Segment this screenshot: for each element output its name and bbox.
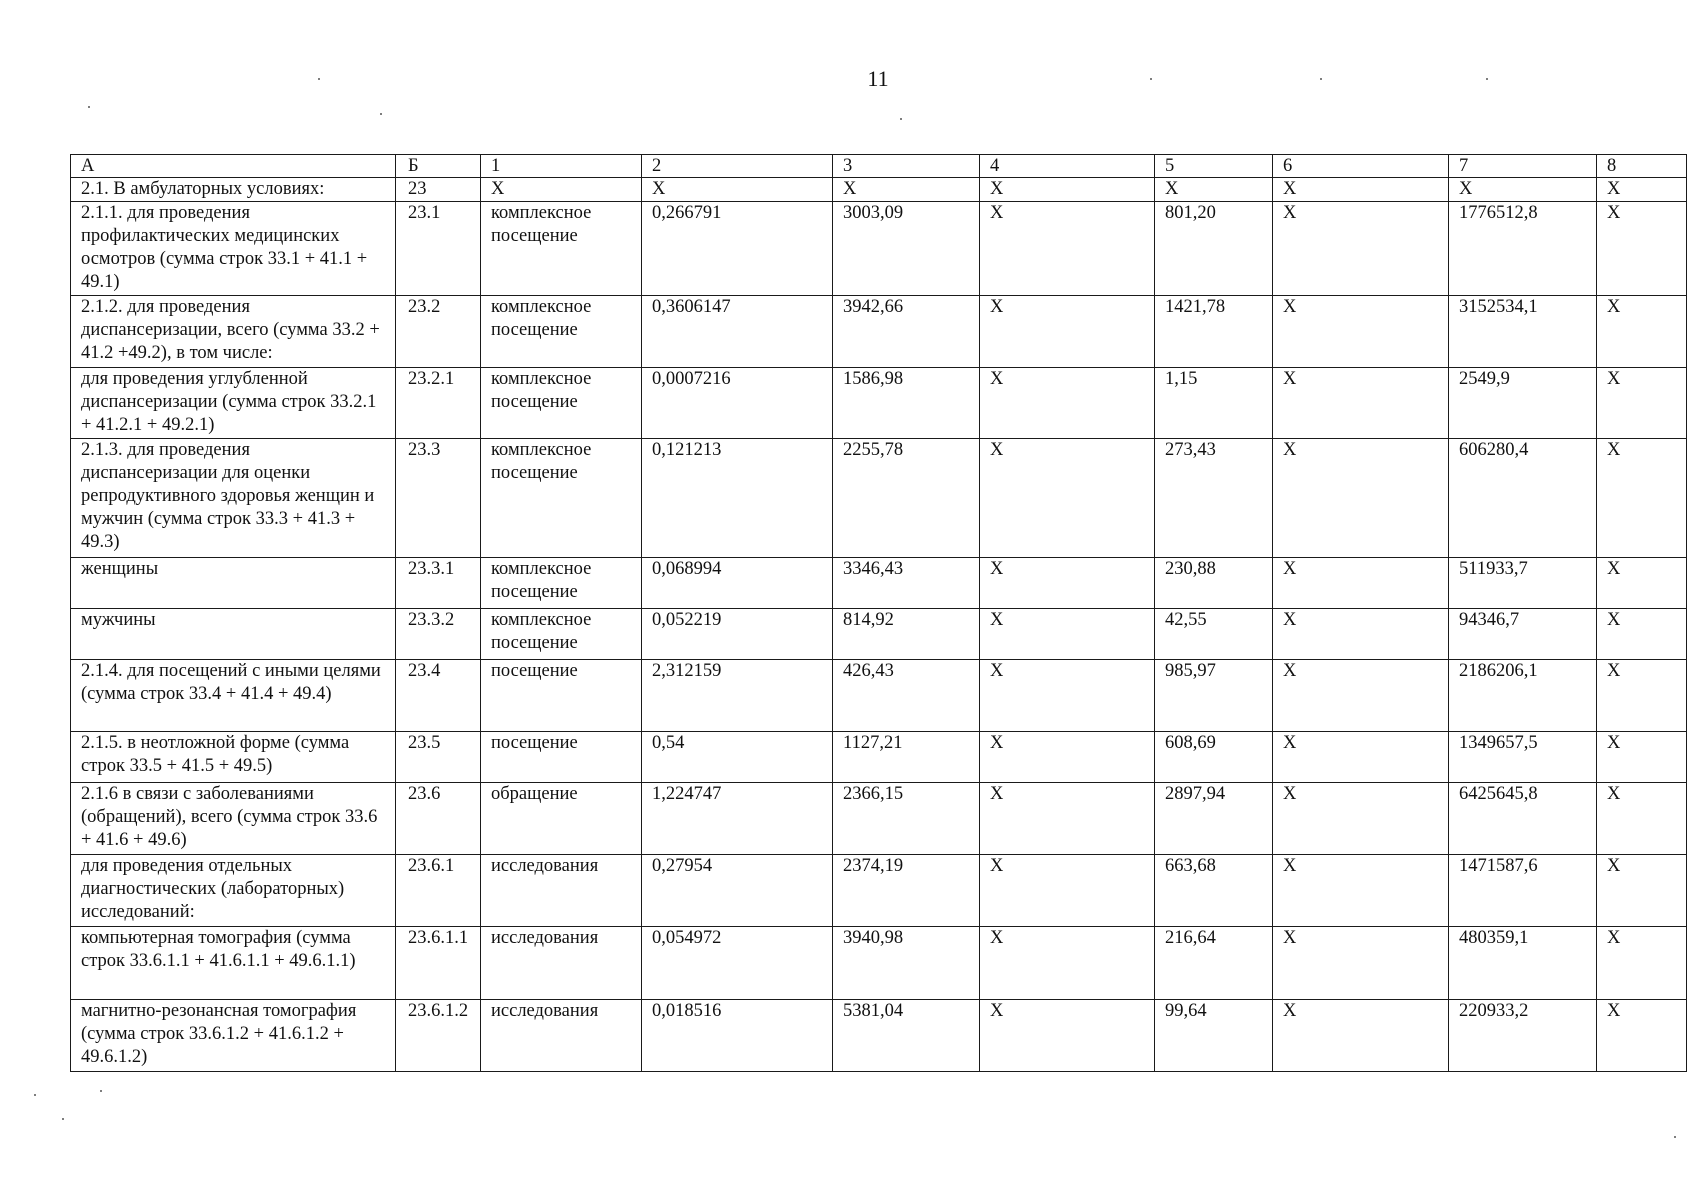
table-cell: Х — [1597, 178, 1687, 202]
table-header-row — [71, 155, 1687, 178]
table-cell: 0,052219 — [642, 609, 833, 660]
table-cell: 6425645,8 — [1449, 783, 1597, 855]
table-cell: 5381,04 — [833, 1000, 980, 1072]
table-cell: 2549,9 — [1449, 368, 1597, 439]
table-cell: посещение — [481, 660, 642, 732]
row-code-cell: 23.5 — [396, 732, 481, 783]
table-row — [71, 927, 1687, 1000]
table-row — [71, 368, 1687, 439]
table-cell: Х — [1273, 660, 1449, 732]
table-cell: Х — [1597, 296, 1687, 368]
table-cell: 1421,78 — [1155, 296, 1273, 368]
table-cell: 94346,7 — [1449, 609, 1597, 660]
table-cell: 3942,66 — [833, 296, 980, 368]
table-cell: исследования — [481, 855, 642, 927]
table-cell: 273,43 — [1155, 439, 1273, 558]
table-cell: обращение — [481, 783, 642, 855]
table-cell: Х — [1597, 439, 1687, 558]
table-cell: 2366,15 — [833, 783, 980, 855]
column-header: 7 — [1449, 155, 1597, 178]
row-code-cell: 23.6 — [396, 783, 481, 855]
scan-speck — [1674, 1136, 1676, 1138]
table-cell: комплексное посещение — [481, 296, 642, 368]
row-code-cell: 23.6.1 — [396, 855, 481, 927]
table-cell: 0,068994 — [642, 558, 833, 609]
table-cell: 2374,19 — [833, 855, 980, 927]
table-cell: Х — [1597, 927, 1687, 1000]
table-cell: Х — [1597, 609, 1687, 660]
table-cell: комплексное посещение — [481, 202, 642, 296]
table-cell: Х — [1597, 202, 1687, 296]
table-cell: 0,266791 — [642, 202, 833, 296]
table-cell: Х — [1273, 927, 1449, 1000]
table-cell: Х — [1273, 609, 1449, 660]
table-cell: Х — [1597, 732, 1687, 783]
table-cell: 2255,78 — [833, 439, 980, 558]
row-code-cell: 23.6.1.2 — [396, 1000, 481, 1072]
table-cell: Х — [1273, 783, 1449, 855]
row-name-cell: 2.1.5. в неотложной форме (сумма строк 33.5 + 41.5 + 49.5) — [71, 732, 396, 783]
table-cell: Х — [1597, 368, 1687, 439]
table-cell: 1,15 — [1155, 368, 1273, 439]
table-cell: Х — [980, 558, 1155, 609]
column-header: Б — [396, 155, 481, 178]
table-cell: 663,68 — [1155, 855, 1273, 927]
table-cell: 1127,21 — [833, 732, 980, 783]
scan-speck — [1320, 78, 1322, 80]
column-header: А — [71, 155, 396, 178]
row-name-cell: женщины — [71, 558, 396, 609]
table-cell: 2897,94 — [1155, 783, 1273, 855]
table-cell: 814,92 — [833, 609, 980, 660]
table-cell: 608,69 — [1155, 732, 1273, 783]
table-cell: Х — [833, 178, 980, 202]
table-cell: 2,312159 — [642, 660, 833, 732]
table-cell: 99,64 — [1155, 1000, 1273, 1072]
table-cell: 0,0007216 — [642, 368, 833, 439]
table-cell: Х — [980, 927, 1155, 1000]
table-cell: Х — [1597, 855, 1687, 927]
table-cell: Х — [1449, 178, 1597, 202]
scan-speck — [34, 1094, 36, 1096]
table-cell: 3152534,1 — [1449, 296, 1597, 368]
table-cell: 801,20 — [1155, 202, 1273, 296]
column-header: 8 — [1597, 155, 1687, 178]
table-row — [71, 1000, 1687, 1072]
column-header: 5 — [1155, 155, 1273, 178]
table-cell: 426,43 — [833, 660, 980, 732]
table-cell: 606280,4 — [1449, 439, 1597, 558]
table-cell: 3346,43 — [833, 558, 980, 609]
table-row — [71, 609, 1687, 660]
column-header: 3 — [833, 155, 980, 178]
table-row — [71, 783, 1687, 855]
data-table — [70, 154, 1687, 1072]
table-row — [71, 296, 1687, 368]
table-cell: 1349657,5 — [1449, 732, 1597, 783]
table-cell: 1,224747 — [642, 783, 833, 855]
table-cell: комплексное посещение — [481, 609, 642, 660]
table-cell: 0,3606147 — [642, 296, 833, 368]
table-cell: Х — [980, 609, 1155, 660]
row-name-cell: для проведения отдельных диагностических (лабораторных) исследований: — [71, 855, 396, 927]
column-header: 2 — [642, 155, 833, 178]
table-cell: посещение — [481, 732, 642, 783]
row-name-cell: 2.1.3. для проведения диспансеризации для оценки репродуктивного здоровья женщин и мужчин (сумма строк 33.3 + 41.3 + 49.3) — [71, 439, 396, 558]
table-cell: 0,27954 — [642, 855, 833, 927]
table-cell: Х — [1597, 1000, 1687, 1072]
table-cell: Х — [980, 732, 1155, 783]
scan-speck — [1150, 78, 1152, 80]
row-code-cell: 23.3.1 — [396, 558, 481, 609]
table-cell: 220933,2 — [1449, 1000, 1597, 1072]
table-cell: Х — [1273, 439, 1449, 558]
table-cell: 216,64 — [1155, 927, 1273, 1000]
table-cell: Х — [980, 1000, 1155, 1072]
table-cell: 511933,7 — [1449, 558, 1597, 609]
row-name-cell: 2.1.6 в связи с заболеваниями (обращений), всего (сумма строк 33.6 + 41.6 + 49.6) — [71, 783, 396, 855]
scan-speck — [62, 1118, 64, 1120]
table-row — [71, 202, 1687, 296]
row-code-cell: 23.2 — [396, 296, 481, 368]
table-row — [71, 732, 1687, 783]
table-row — [71, 558, 1687, 609]
table-cell: Х — [481, 178, 642, 202]
table-cell: 0,054972 — [642, 927, 833, 1000]
row-code-cell: 23.4 — [396, 660, 481, 732]
row-name-cell: 2.1.1. для проведения профилактических медицинских осмотров (сумма строк 33.1 + 41.1 + 49.1) — [71, 202, 396, 296]
table-cell: Х — [1597, 558, 1687, 609]
table-cell: Х — [1273, 855, 1449, 927]
row-name-cell: 2.1. В амбулаторных условиях: — [71, 178, 396, 202]
table-cell: Х — [1273, 202, 1449, 296]
table-cell: Х — [642, 178, 833, 202]
table-cell: Х — [1155, 178, 1273, 202]
table-cell: исследования — [481, 927, 642, 1000]
table-cell: Х — [980, 178, 1155, 202]
table-cell: Х — [1273, 1000, 1449, 1072]
table-cell: 3940,98 — [833, 927, 980, 1000]
table-row — [71, 660, 1687, 732]
table-cell: 3003,09 — [833, 202, 980, 296]
scan-speck — [1486, 78, 1488, 80]
table-cell: 0,121213 — [642, 439, 833, 558]
row-code-cell: 23.1 — [396, 202, 481, 296]
table-cell: комплексное посещение — [481, 558, 642, 609]
table-cell: 0,018516 — [642, 1000, 833, 1072]
row-code-cell: 23.2.1 — [396, 368, 481, 439]
table-cell: исследования — [481, 1000, 642, 1072]
scan-speck — [100, 1090, 102, 1092]
table-cell: Х — [980, 855, 1155, 927]
row-name-cell: магнитно-резонансная томография (сумма строк 33.6.1.2 + 41.6.1.2 + 49.6.1.2) — [71, 1000, 396, 1072]
row-name-cell: для проведения углубленной диспансеризации (сумма строк 33.2.1 + 41.2.1 + 49.2.1) — [71, 368, 396, 439]
table-cell: комплексное посещение — [481, 368, 642, 439]
table-cell: Х — [980, 439, 1155, 558]
table-cell: Х — [1273, 732, 1449, 783]
table-cell: 1471587,6 — [1449, 855, 1597, 927]
table-cell: комплексное посещение — [481, 439, 642, 558]
table-row — [71, 855, 1687, 927]
table-cell: Х — [1273, 296, 1449, 368]
row-code-cell: 23.3.2 — [396, 609, 481, 660]
table-cell: 1586,98 — [833, 368, 980, 439]
table-cell: 480359,1 — [1449, 927, 1597, 1000]
row-code-cell: 23 — [396, 178, 481, 202]
table-cell: Х — [1273, 558, 1449, 609]
table-cell: Х — [1597, 660, 1687, 732]
table-cell: Х — [980, 660, 1155, 732]
table-row — [71, 178, 1687, 202]
scan-speck — [88, 106, 90, 108]
row-name-cell: 2.1.2. для проведения диспансеризации, всего (сумма 33.2 + 41.2 +49.2), в том числе: — [71, 296, 396, 368]
row-code-cell: 23.6.1.1 — [396, 927, 481, 1000]
table-cell: 0,54 — [642, 732, 833, 783]
table-cell: Х — [980, 296, 1155, 368]
row-name-cell: мужчины — [71, 609, 396, 660]
table-cell: 42,55 — [1155, 609, 1273, 660]
table-cell: Х — [980, 202, 1155, 296]
table-cell: Х — [980, 368, 1155, 439]
column-header: 4 — [980, 155, 1155, 178]
table-cell: 1776512,8 — [1449, 202, 1597, 296]
scan-speck — [318, 78, 320, 80]
row-name-cell: компьютерная томография (сумма строк 33.6.1.1 + 41.6.1.1 + 49.6.1.1) — [71, 927, 396, 1000]
table-cell: Х — [1273, 178, 1449, 202]
page-number: 11 — [867, 66, 889, 91]
table-cell: Х — [1273, 368, 1449, 439]
table-cell: Х — [980, 783, 1155, 855]
table-row — [71, 439, 1687, 558]
table-cell: 985,97 — [1155, 660, 1273, 732]
table-cell: 2186206,1 — [1449, 660, 1597, 732]
table-cell: 230,88 — [1155, 558, 1273, 609]
table-cell: Х — [1597, 783, 1687, 855]
row-code-cell: 23.3 — [396, 439, 481, 558]
column-header: 1 — [481, 155, 642, 178]
column-header: 6 — [1273, 155, 1449, 178]
scan-speck — [380, 113, 382, 115]
scan-speck — [900, 118, 902, 120]
row-name-cell: 2.1.4. для посещений с иными целями (сумма строк 33.4 + 41.4 + 49.4) — [71, 660, 396, 732]
